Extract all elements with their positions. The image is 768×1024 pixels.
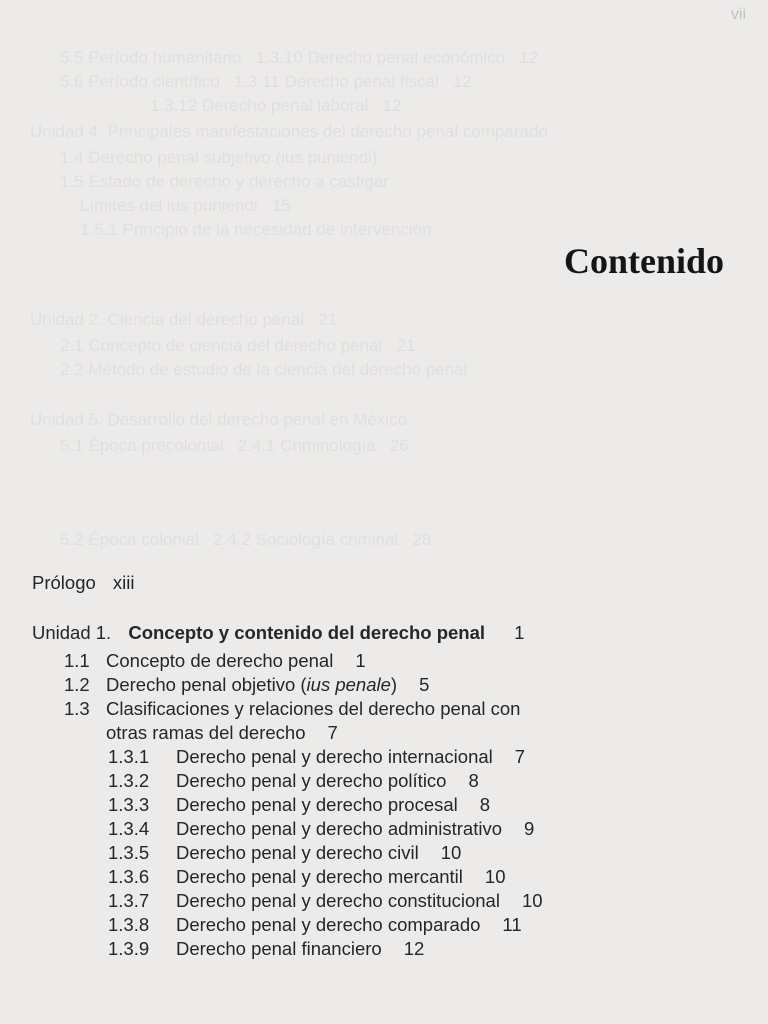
entry-title: Derecho penal y derecho civil (176, 842, 419, 863)
toc-subentry[interactable] (108, 746, 525, 768)
entry-page: 10 (484, 866, 506, 887)
entry-title: Derecho penal y derecho procesal (176, 794, 458, 815)
toc-subentry[interactable] (108, 842, 461, 864)
bleed-through-text: 5.6 Período científico 1.3.11 Derecho penal fiscal 12 (60, 72, 472, 91)
entry-page: 7 (327, 722, 338, 743)
entry-number: 1.3.5 (108, 842, 150, 863)
toc-entry[interactable] (64, 650, 366, 672)
toc-entry[interactable] (64, 674, 429, 696)
toc-entry[interactable] (64, 698, 520, 720)
bleed-through-text: 5.5 Período humanitario 1.3.10 Derecho penal económico 12 (60, 48, 539, 67)
entry-title: Derecho penal y derecho administrativo (176, 818, 502, 839)
unit-page: 1 (514, 622, 525, 643)
bleed-through-text: Unidad 2. Ciencia del derecho penal 21 (30, 310, 338, 329)
entry-title: Derecho penal y derecho internacional (176, 746, 493, 767)
bleed-through-text: 2.2 Método de estudio de la ciencia del derecho penal (60, 360, 468, 379)
entry-title: Derecho penal y derecho mercantil (176, 866, 463, 887)
toc-subentry[interactable] (108, 794, 490, 816)
entry-number: 1.3.6 (108, 866, 150, 887)
bleed-through-text: Unidad 4. Principales manifestaciones del derecho penal comparado (30, 122, 548, 141)
toc-subentry[interactable] (108, 938, 424, 960)
entry-title: Derecho penal y derecho comparado (176, 914, 481, 935)
entry-page: 11 (502, 914, 522, 935)
entry-page: 8 (479, 794, 491, 815)
latin-term: ius penale (306, 674, 391, 695)
entry-title-continuation: otras ramas del derecho (106, 722, 306, 743)
prologue-label: Prólogo (32, 572, 96, 593)
prologue-entry[interactable] (32, 572, 135, 594)
unit-1-entry[interactable] (32, 622, 524, 644)
unit-label: Unidad 1. (32, 622, 112, 643)
entry-title: Derecho penal y derecho político (176, 770, 447, 791)
entry-title: Derecho penal y derecho constitucional (176, 890, 500, 911)
page-corner: vii (730, 6, 746, 23)
bleed-through-text: 2.1 Concepto de ciencia del derecho penal 21 (60, 336, 416, 355)
toc-subentry[interactable] (108, 770, 479, 792)
entry-number: 1.3.7 (108, 890, 150, 911)
entry-number: 1.2 (64, 674, 90, 695)
entry-number: 1.3 (64, 698, 90, 719)
bleed-through-text: 5.1 Época precolonial 2.4.1 Criminología 26 (60, 436, 409, 455)
entry-page: 1 (355, 650, 366, 671)
bleed-through-text: Unidad 5. Desarrollo del derecho penal en México (30, 410, 408, 429)
toc-subentry[interactable] (108, 866, 505, 888)
entry-page: 9 (523, 818, 535, 839)
bleed-through-text: 1.5 Estado de derecho y derecho a castigar (60, 172, 389, 191)
entry-page: 8 (468, 770, 479, 791)
toc-entry-continuation[interactable] (106, 722, 338, 744)
bleed-through-text: 1.3.12 Derecho penal laboral 12 (150, 96, 402, 115)
bleed-through-text: 1.5.1 Principio de la necesidad de intervención (80, 220, 432, 239)
entry-number: 1.3.1 (108, 746, 150, 767)
entry-number: 1.3.8 (108, 914, 150, 935)
toc-subentry[interactable] (108, 818, 534, 840)
entry-number: 1.3.4 (108, 818, 150, 839)
entry-page: 12 (403, 938, 425, 959)
entry-number: 1.3.3 (108, 794, 150, 815)
toc-subentry[interactable] (108, 914, 522, 936)
entry-title: Derecho penal financiero (176, 938, 382, 959)
entry-page: 7 (514, 746, 526, 767)
entry-number: 1.3.2 (108, 770, 150, 791)
prologue-page: xiii (112, 572, 135, 593)
entry-title: Clasificaciones y relaciones del derecho penal con (106, 698, 521, 719)
entry-page: 5 (419, 674, 430, 695)
entry-page: 10 (440, 842, 462, 863)
entry-title: Concepto de derecho penal (106, 650, 334, 671)
entry-number: 1.1 (64, 650, 90, 671)
entry-title: Derecho penal objetivo (ius penale) (106, 674, 398, 695)
entry-page: 10 (521, 890, 543, 911)
bleed-through-text: Límites del ius puniendi 15 (80, 196, 291, 215)
contents-heading: Contenido (563, 241, 724, 281)
toc-subentry[interactable] (108, 890, 543, 912)
entry-number: 1.3.9 (108, 938, 150, 959)
bleed-through-text: 5.2 Época colonial 2.4.2 Sociología criminal 28 (60, 530, 432, 549)
unit-title: Concepto y contenido del derecho penal (128, 622, 486, 643)
bleed-through-text: 1.4 Derecho penal subjetivo (ius puniendi) (60, 148, 378, 167)
